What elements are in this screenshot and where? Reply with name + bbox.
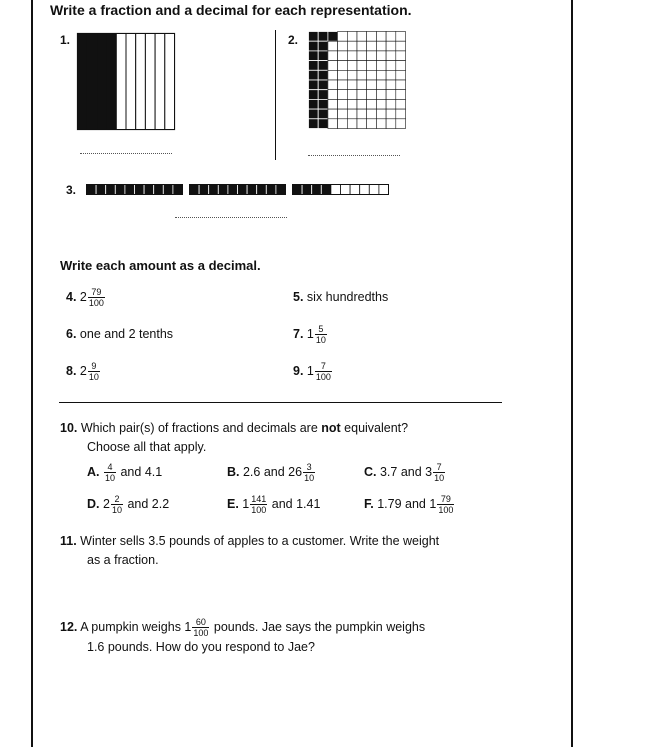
option-c-fraction xyxy=(433,462,445,483)
option-a-denom: 10 xyxy=(104,473,115,483)
q1-column xyxy=(78,34,88,130)
option-f-fraction xyxy=(437,494,454,515)
q2-cell xyxy=(376,119,386,129)
q3-strip-cell xyxy=(144,185,154,195)
q2-cell xyxy=(367,51,377,61)
q11-text: Winter sells 3.5 pounds of apples to a customer. Write the weight xyxy=(80,534,440,548)
q3-strip-cell xyxy=(266,185,276,195)
option-b-text: 2.6 and 26 xyxy=(242,464,303,479)
q2-cell xyxy=(357,41,367,51)
q2-cell xyxy=(318,32,328,42)
q2-cell xyxy=(328,51,338,61)
q2-cell xyxy=(376,70,386,80)
q4 xyxy=(66,287,106,308)
page-title: Write a fraction and a decimal for each representation. xyxy=(50,2,412,18)
divider xyxy=(275,30,276,160)
q11-line1 xyxy=(60,534,439,548)
q2-cell xyxy=(367,41,377,51)
q10-line1 xyxy=(60,421,408,435)
q2-cell xyxy=(347,90,357,100)
option-d-letter: D. xyxy=(87,496,100,511)
q3-strip-cell xyxy=(154,185,164,195)
q2-cell xyxy=(309,61,319,71)
q2-cell xyxy=(338,70,348,80)
q2-cell xyxy=(309,99,319,109)
q3-strip-cell xyxy=(369,185,379,195)
q2-cell xyxy=(318,80,328,90)
q3-strip-cell xyxy=(341,185,351,195)
q3-strip-cell xyxy=(350,185,360,195)
q12-denom: 100 xyxy=(193,628,209,638)
q7-number: 7. xyxy=(293,326,304,341)
q2-cell xyxy=(328,90,338,100)
q3-strip-cell xyxy=(238,185,248,195)
q2-cell xyxy=(357,70,367,80)
q2-cell xyxy=(396,61,406,71)
q2-cell xyxy=(367,109,377,119)
q2-cell xyxy=(338,51,348,61)
q6 xyxy=(66,327,173,341)
q10-line2: Choose all that apply. xyxy=(87,440,207,454)
option-d-fraction xyxy=(111,494,123,515)
q1-column xyxy=(145,34,155,130)
q10-text-bold: not xyxy=(321,421,341,435)
q1-number: 1. xyxy=(60,33,71,47)
option-b-letter: B. xyxy=(227,464,240,479)
q2-cell xyxy=(318,61,328,71)
q3-strip-cell xyxy=(276,185,286,195)
option-c-numer: 7 xyxy=(433,462,445,473)
q2-cell xyxy=(396,41,406,51)
q2-cell xyxy=(309,70,319,80)
q10-option-b xyxy=(227,462,316,483)
q3-strip-cell xyxy=(321,185,331,195)
q2-cell xyxy=(309,90,319,100)
q3-strip-cell xyxy=(173,185,183,195)
option-a-letter: A. xyxy=(87,464,100,479)
q8-denom: 10 xyxy=(88,372,99,382)
q3-strip-cell xyxy=(360,185,370,195)
q3-strip-cell xyxy=(218,185,228,195)
q2-cell xyxy=(338,90,348,100)
q3-strip-cell xyxy=(302,185,312,195)
q2-answer-line xyxy=(308,155,400,156)
q7-whole: 1 xyxy=(306,326,314,341)
q2-cell xyxy=(376,51,386,61)
q8-whole: 2 xyxy=(79,363,87,378)
q2-cell xyxy=(309,41,319,51)
option-b-fraction xyxy=(303,462,315,483)
q2-cell xyxy=(318,41,328,51)
q2-cell xyxy=(318,90,328,100)
q2-number: 2. xyxy=(288,33,299,47)
q3-number: 3. xyxy=(66,183,77,197)
q12-text-post: pounds. Jae says the pumpkin weighs xyxy=(210,619,426,634)
q2-cell xyxy=(386,41,396,51)
q3-strip-cell xyxy=(125,185,135,195)
q8 xyxy=(66,361,101,382)
q2-cell xyxy=(396,99,406,109)
q4-denom: 100 xyxy=(88,298,104,308)
q11-line2: as a fraction. xyxy=(87,553,159,567)
q2-cell xyxy=(367,80,377,90)
q2-cell xyxy=(309,51,319,61)
q2-cell xyxy=(396,70,406,80)
q1-column xyxy=(97,34,107,130)
q2-cell xyxy=(396,109,406,119)
q1-column xyxy=(165,34,175,130)
option-e-letter: E. xyxy=(227,496,239,511)
q10-text-pre: Which pair(s) of fractions and decimals are xyxy=(80,421,322,435)
q2-cell xyxy=(309,119,319,129)
option-c-letter: C. xyxy=(364,464,377,479)
q8-numer: 9 xyxy=(88,361,100,372)
q2-cell xyxy=(386,61,396,71)
section-heading: Write each amount as a decimal. xyxy=(60,258,261,273)
q2-cell xyxy=(367,32,377,42)
q2-cell xyxy=(338,61,348,71)
q3-strip-cell xyxy=(190,185,200,195)
q2-cell xyxy=(347,80,357,90)
q4-whole: 2 xyxy=(79,289,87,304)
option-f-letter: F. xyxy=(364,496,374,511)
q4-fraction xyxy=(88,287,105,308)
option-a-fraction xyxy=(104,462,116,483)
q2-cell xyxy=(357,90,367,100)
option-c-text: 3.7 and 3 xyxy=(379,464,433,479)
q3-strip-cell xyxy=(209,185,219,195)
q7 xyxy=(293,324,328,345)
q2-cell xyxy=(357,109,367,119)
q1-bar-model xyxy=(77,33,175,130)
q2-cell xyxy=(386,109,396,119)
q2-cell xyxy=(376,90,386,100)
q1-column xyxy=(136,34,146,130)
q2-cell xyxy=(367,90,377,100)
q3-strip-cell xyxy=(115,185,125,195)
q2-cell xyxy=(367,70,377,80)
q3-strip-cell xyxy=(379,185,389,195)
q2-cell xyxy=(338,80,348,90)
q3-strip-model xyxy=(86,184,389,196)
q9 xyxy=(293,361,333,382)
option-f-text: 1.79 and 1 xyxy=(377,496,437,511)
q10-option-a xyxy=(87,462,162,483)
option-f-numer: 79 xyxy=(437,494,454,505)
q5-text: six hundredths xyxy=(306,290,389,304)
q3-answer-line xyxy=(175,217,287,218)
q2-cell xyxy=(328,109,338,119)
q10-option-e xyxy=(227,494,320,515)
q1-column xyxy=(107,34,117,130)
q6-text: one and 2 tenths xyxy=(79,327,174,341)
q12-number: 12. xyxy=(60,619,78,634)
q2-cell xyxy=(328,99,338,109)
q8-number: 8. xyxy=(66,363,77,378)
q3-strip-cell xyxy=(96,185,106,195)
q2-cell xyxy=(396,119,406,129)
q2-cell xyxy=(396,51,406,61)
q12-text-pre: A pumpkin weighs 1 xyxy=(80,619,192,634)
q10-option-d xyxy=(87,494,169,515)
q9-numer: 7 xyxy=(315,361,332,372)
q2-cell xyxy=(309,32,319,42)
q2-cell xyxy=(318,70,328,80)
q7-fraction xyxy=(315,324,327,345)
q2-cell xyxy=(309,109,319,119)
q1-answer-line xyxy=(80,153,172,154)
q5-number: 5. xyxy=(293,290,304,304)
q2-cell xyxy=(386,99,396,109)
q3-strip-cell xyxy=(199,185,209,195)
q2-cell xyxy=(347,61,357,71)
q2-cell xyxy=(376,99,386,109)
option-f-denom: 100 xyxy=(438,505,454,515)
q2-cell xyxy=(367,99,377,109)
q2-cell xyxy=(338,109,348,119)
q10-option-c xyxy=(364,462,446,483)
q2-cell xyxy=(309,80,319,90)
q2-cell xyxy=(328,32,338,42)
option-e-text: and 1.41 xyxy=(271,496,321,511)
q2-cell xyxy=(367,119,377,129)
q3-strip-cell xyxy=(257,185,267,195)
q2-cell xyxy=(396,90,406,100)
q2-cell xyxy=(357,32,367,42)
q12-numer: 60 xyxy=(192,617,209,628)
q2-cell xyxy=(357,99,367,109)
q2-cell xyxy=(318,99,328,109)
q3-strip-cell xyxy=(312,185,322,195)
q2-cell xyxy=(347,41,357,51)
q2-cell xyxy=(396,32,406,42)
q3-strip-cell xyxy=(163,185,173,195)
option-e-whole: 1 xyxy=(242,496,250,511)
q2-cell xyxy=(318,119,328,129)
q2-cell xyxy=(328,80,338,90)
option-d-numer: 2 xyxy=(111,494,123,505)
q9-whole: 1 xyxy=(306,363,314,378)
q2-cell xyxy=(338,119,348,129)
q2-cell xyxy=(347,109,357,119)
q2-cell xyxy=(376,109,386,119)
option-d-text: and 2.2 xyxy=(127,496,170,511)
q9-fraction xyxy=(315,361,332,382)
q2-cell xyxy=(328,119,338,129)
q2-cell xyxy=(386,51,396,61)
q2-cell xyxy=(367,61,377,71)
q6-number: 6. xyxy=(66,327,77,341)
q2-cell xyxy=(386,70,396,80)
q2-cell xyxy=(318,51,328,61)
q2-cell xyxy=(347,119,357,129)
section-rule xyxy=(59,402,502,403)
q2-cell xyxy=(386,80,396,90)
option-e-denom: 100 xyxy=(251,505,267,515)
q2-hundred-grid xyxy=(308,31,406,128)
q1-column xyxy=(155,34,165,130)
q2-cell xyxy=(376,61,386,71)
q2-cell xyxy=(386,32,396,42)
option-b-numer: 3 xyxy=(303,462,315,473)
q2-cell xyxy=(376,80,386,90)
q1-column xyxy=(116,34,126,130)
q3-strip-cell xyxy=(331,185,341,195)
q3-strip-cell xyxy=(135,185,145,195)
q5 xyxy=(293,290,388,304)
q2-cell xyxy=(376,41,386,51)
q7-numer: 5 xyxy=(315,324,327,335)
q12-fraction xyxy=(192,617,209,638)
q10-number: 10. xyxy=(60,421,78,435)
q2-cell xyxy=(357,119,367,129)
q3-strip-cell xyxy=(87,185,97,195)
q2-cell xyxy=(338,41,348,51)
q2-cell xyxy=(386,119,396,129)
option-d-denom: 10 xyxy=(111,505,122,515)
q8-fraction xyxy=(88,361,100,382)
q10-option-f xyxy=(364,494,455,515)
q9-denom: 100 xyxy=(315,372,331,382)
q2-cell xyxy=(357,61,367,71)
q10-text-post: equivalent? xyxy=(340,421,409,435)
q2-cell xyxy=(347,99,357,109)
q2-cell xyxy=(376,32,386,42)
q12-line1 xyxy=(60,617,425,638)
q2-cell xyxy=(357,51,367,61)
q11-number: 11. xyxy=(60,534,77,548)
q2-cell xyxy=(347,70,357,80)
q2-cell xyxy=(338,99,348,109)
q3-strip-cell xyxy=(247,185,257,195)
q2-cell xyxy=(386,90,396,100)
q1-column xyxy=(87,34,97,130)
option-a-numer: 4 xyxy=(104,462,116,473)
q9-number: 9. xyxy=(293,363,304,378)
q2-cell xyxy=(318,109,328,119)
option-e-numer: 141 xyxy=(251,494,267,504)
q7-denom: 10 xyxy=(315,335,326,345)
q2-cell xyxy=(347,32,357,42)
option-b-denom: 10 xyxy=(304,473,315,483)
option-e-fraction xyxy=(250,494,267,515)
option-c-denom: 10 xyxy=(434,473,445,483)
q1-column xyxy=(126,34,136,130)
q2-cell xyxy=(357,80,367,90)
q12-line2: 1.6 pounds. How do you respond to Jae? xyxy=(87,640,315,654)
q2-cell xyxy=(328,41,338,51)
q2-cell xyxy=(338,32,348,42)
q2-cell xyxy=(328,61,338,71)
q2-cell xyxy=(396,80,406,90)
q2-cell xyxy=(328,70,338,80)
q4-numer: 79 xyxy=(88,287,105,298)
q4-number: 4. xyxy=(66,289,77,304)
q3-strip-cell xyxy=(293,185,303,195)
option-a-text: and 4.1 xyxy=(120,464,163,479)
q3-strip-cell xyxy=(106,185,116,195)
q2-cell xyxy=(347,51,357,61)
option-d-whole: 2 xyxy=(102,496,110,511)
q3-strip-cell xyxy=(228,185,238,195)
